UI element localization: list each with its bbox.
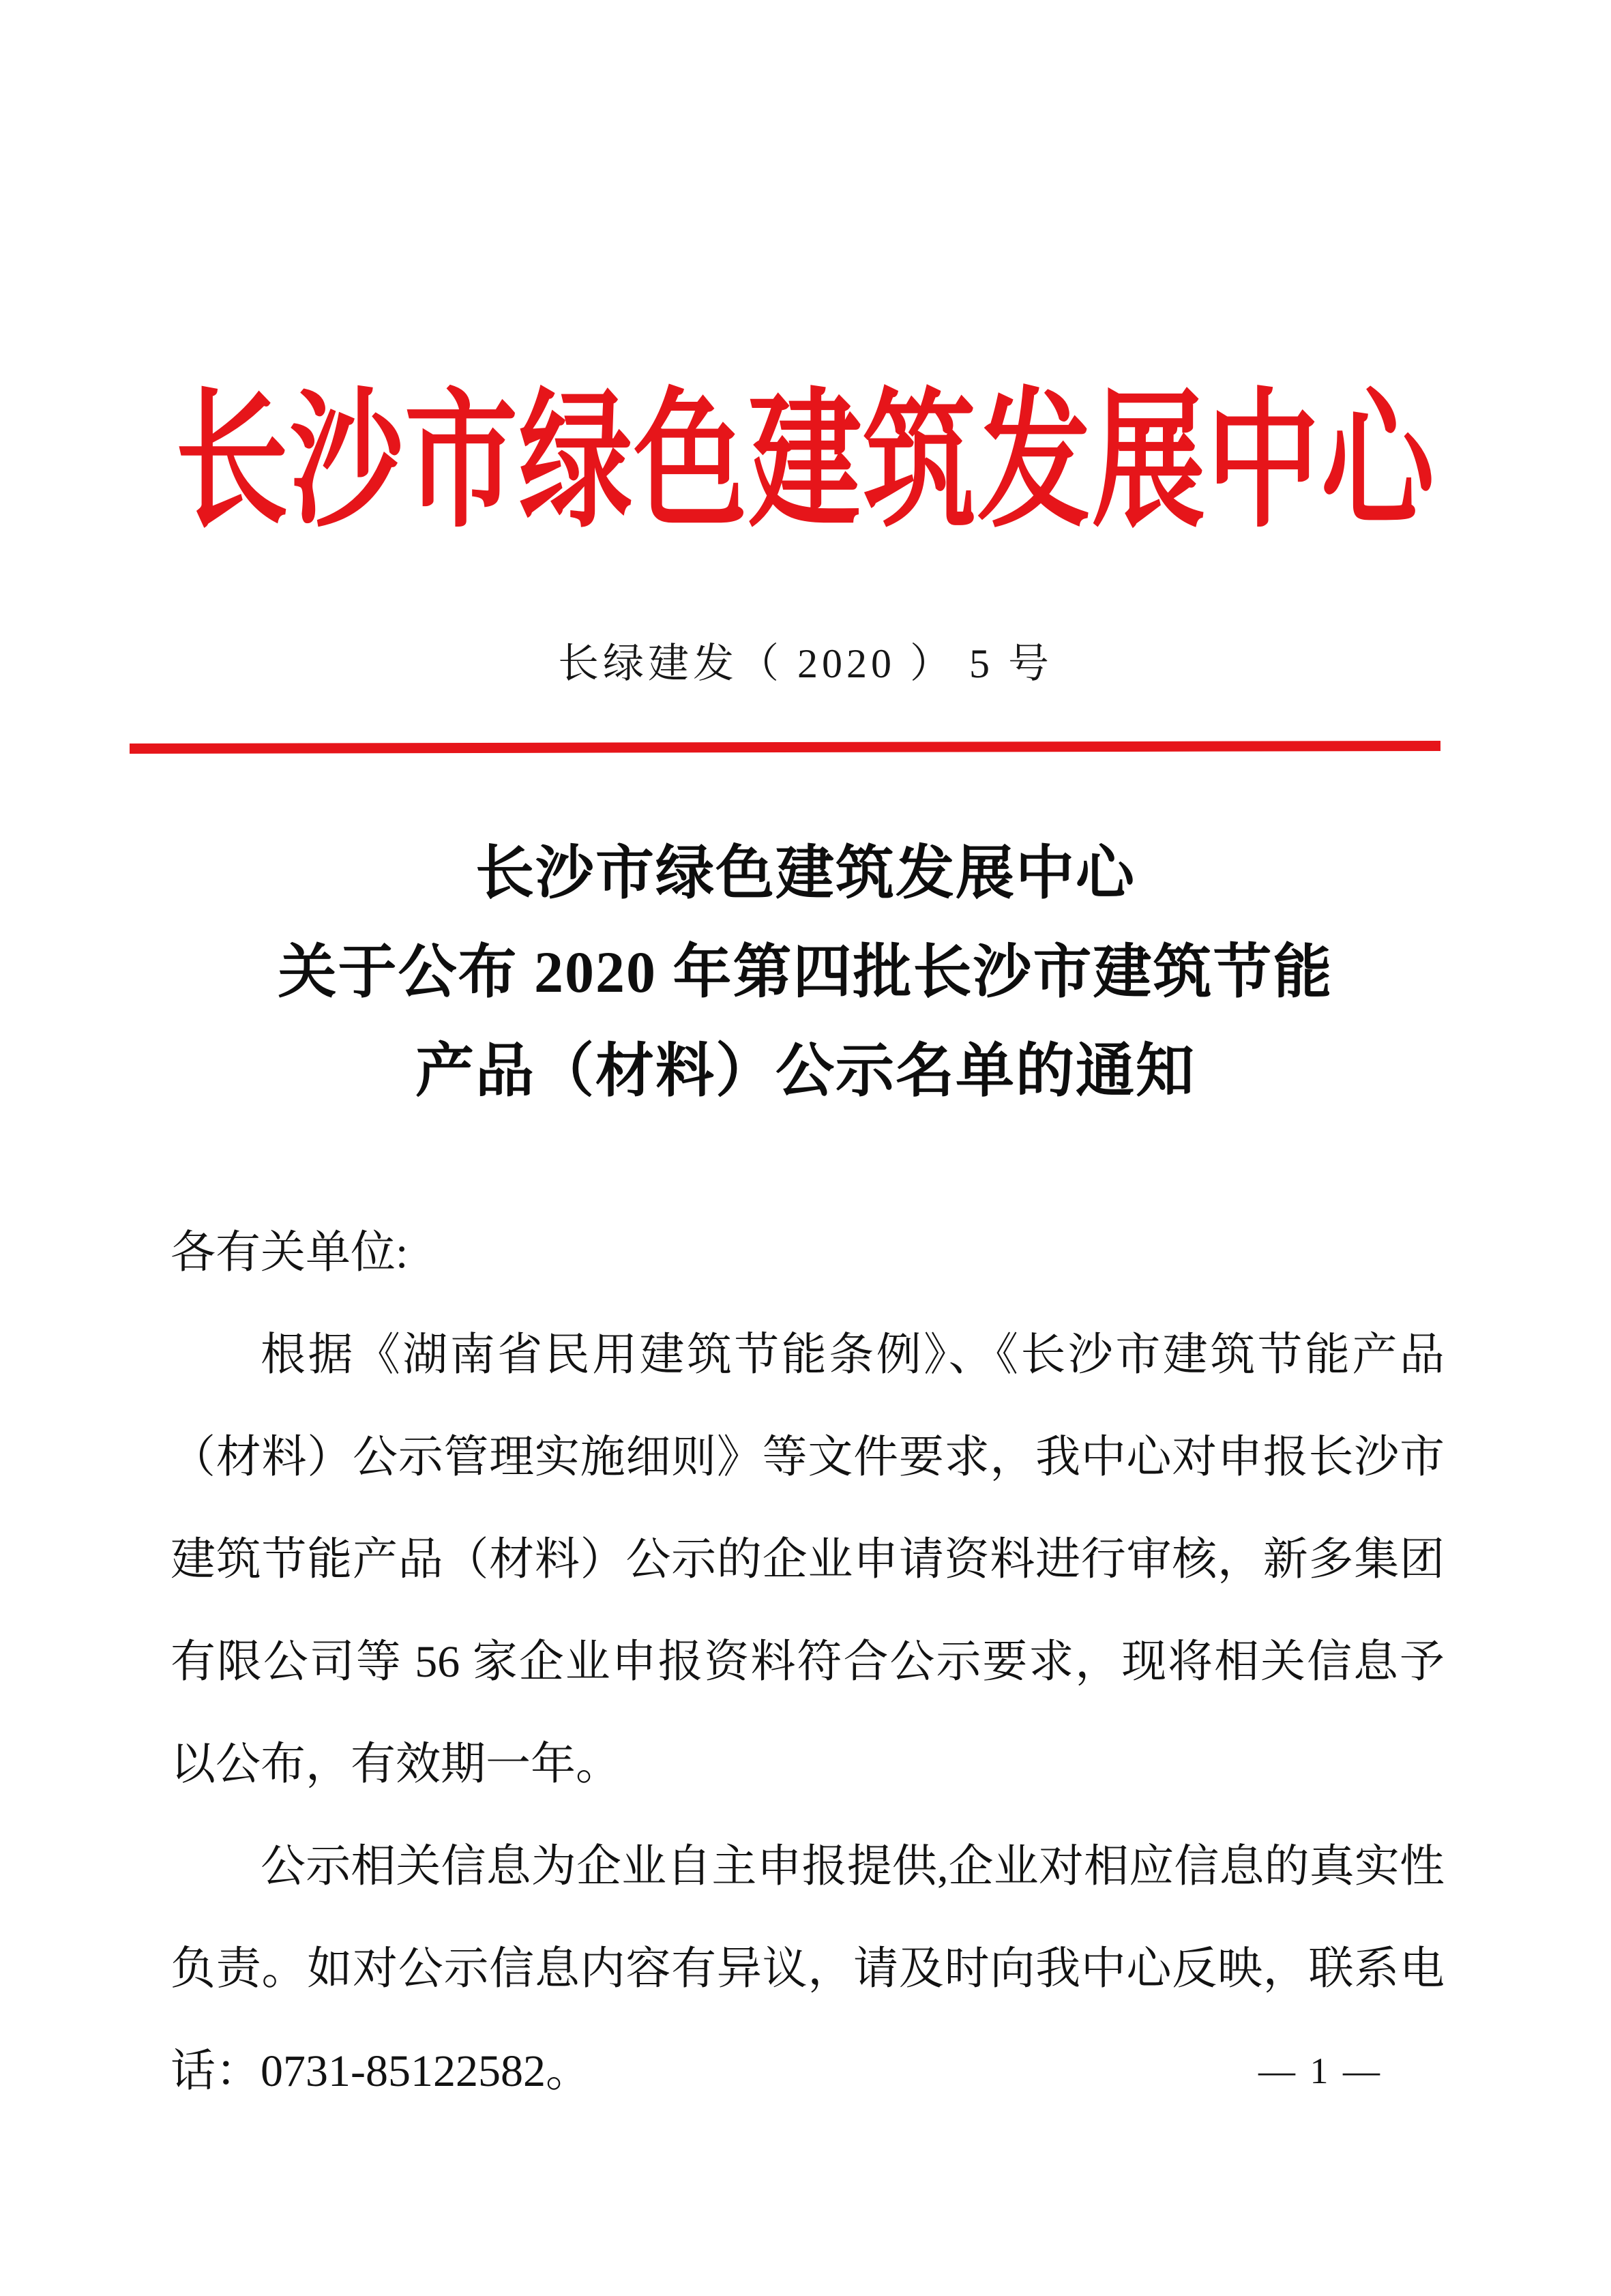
red-divider-line	[130, 741, 1440, 754]
document-number: 长绿建发（ 2020 ） 5 号	[558, 641, 1053, 686]
notice-title-line-2: 关于公布 2020 年第四批长沙市建筑节能	[278, 939, 1333, 1005]
agency-masthead-title: 长沙市绿色建筑发展中心	[175, 379, 1436, 545]
salutation: 各有关单位:	[171, 1228, 409, 1278]
notice-title	[0, 824, 1611, 1121]
notice-title-line-1: 长沙市绿色建筑发展中心	[475, 840, 1136, 906]
document-body	[171, 1202, 1445, 2123]
page-number: — 1 —	[1258, 2050, 1383, 2091]
notice-title-line-3: 产品（材料）公示名单的通知	[415, 1038, 1196, 1104]
paragraph-1: 根据《湖南省民用建筑节能条例》、《长沙市建筑节能产品（材料）公示管理实施细则》等文件要求，我中心对申报长沙市建筑节能产品（材料）公示的企业申请资料进行审核，新多集团有限公司等 56 家企业申报资料符合公示要求，现将相关信息予以公布，有效期一年。	[171, 1330, 1445, 1789]
paragraph-2: 公示相关信息为企业自主申报提供,企业对相应信息的真实性负责。如对公示信息内容有异议，请及时向我中心反映，联系电话：0731-85122582。	[171, 1842, 1445, 2096]
